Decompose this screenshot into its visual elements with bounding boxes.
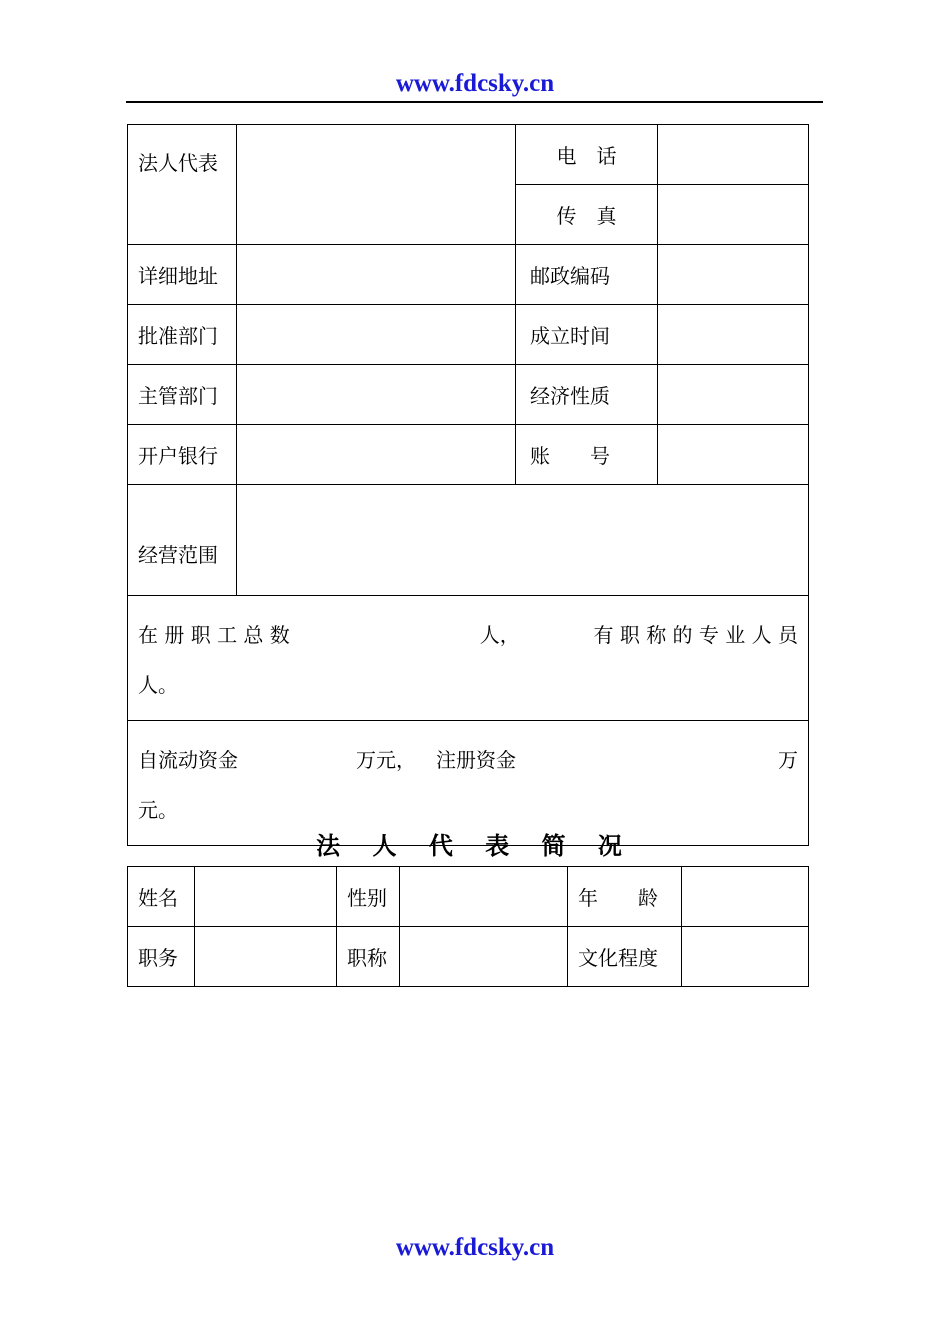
bank-label: 开户银行 xyxy=(128,425,237,485)
registered-capital-label: 注册资金 xyxy=(436,748,516,772)
postcode-label: 邮政编码 xyxy=(516,245,658,305)
account-label: 账 号 xyxy=(516,425,658,485)
economic-nature-value[interactable] xyxy=(658,365,809,425)
bank-value[interactable] xyxy=(237,425,516,485)
company-info-table xyxy=(127,124,809,846)
phone-value[interactable] xyxy=(658,125,809,185)
account-value[interactable] xyxy=(658,425,809,485)
fax-label: 传 真 xyxy=(516,185,658,245)
business-scope-value[interactable] xyxy=(237,485,809,596)
fax-value[interactable] xyxy=(658,185,809,245)
gender-label: 性别 xyxy=(337,867,400,927)
approval-dept-label: 批准部门 xyxy=(128,305,237,365)
legal-rep-value[interactable] xyxy=(237,125,516,245)
section-title: 法 人 代 表 简 况 xyxy=(316,831,634,860)
established-label: 成立时间 xyxy=(516,305,658,365)
address-value[interactable] xyxy=(237,245,516,305)
postcode-value[interactable] xyxy=(658,245,809,305)
staff-professional-unit: 人。 xyxy=(138,673,178,697)
address-label: 详细地址 xyxy=(128,245,237,305)
age-value[interactable] xyxy=(682,867,809,927)
position-label: 职务 xyxy=(128,927,195,987)
supervisor-dept-value[interactable] xyxy=(237,365,516,425)
site-header-link[interactable]: www.fdcsky.cn xyxy=(395,70,555,97)
gender-value[interactable] xyxy=(400,867,568,927)
age-label: 年 龄 xyxy=(568,867,682,927)
approval-dept-value[interactable] xyxy=(237,305,516,365)
name-label: 姓名 xyxy=(128,867,195,927)
site-footer-link[interactable]: www.fdcsky.cn xyxy=(395,1234,555,1261)
position-value[interactable] xyxy=(195,927,337,987)
working-capital-unit: 万元， xyxy=(356,748,416,772)
registered-capital-unit-end: 元。 xyxy=(138,798,178,822)
title-label: 职称 xyxy=(337,927,400,987)
education-label: 文化程度 xyxy=(568,927,682,987)
supervisor-dept-label: 主管部门 xyxy=(128,365,237,425)
staff-count-row xyxy=(128,596,809,721)
business-scope-label: 经营范围 xyxy=(128,485,237,596)
registered-capital-unit: 万 xyxy=(778,748,798,772)
staff-unit: 人， xyxy=(479,623,520,647)
title-value[interactable] xyxy=(400,927,568,987)
education-value[interactable] xyxy=(682,927,809,987)
working-capital-label: 自流动资金 xyxy=(138,748,238,772)
established-value[interactable] xyxy=(658,305,809,365)
phone-label: 电 话 xyxy=(516,125,658,185)
name-value[interactable] xyxy=(195,867,337,927)
economic-nature-label: 经济性质 xyxy=(516,365,658,425)
staff-professional-label: 有 职 称 的 专 业 人 员 xyxy=(593,623,798,647)
header-divider xyxy=(126,101,823,103)
staff-total-label: 在 册 职 工 总 数 xyxy=(138,623,290,647)
legal-rep-profile-table xyxy=(127,866,809,987)
legal-rep-label: 法人代表 xyxy=(128,125,237,245)
